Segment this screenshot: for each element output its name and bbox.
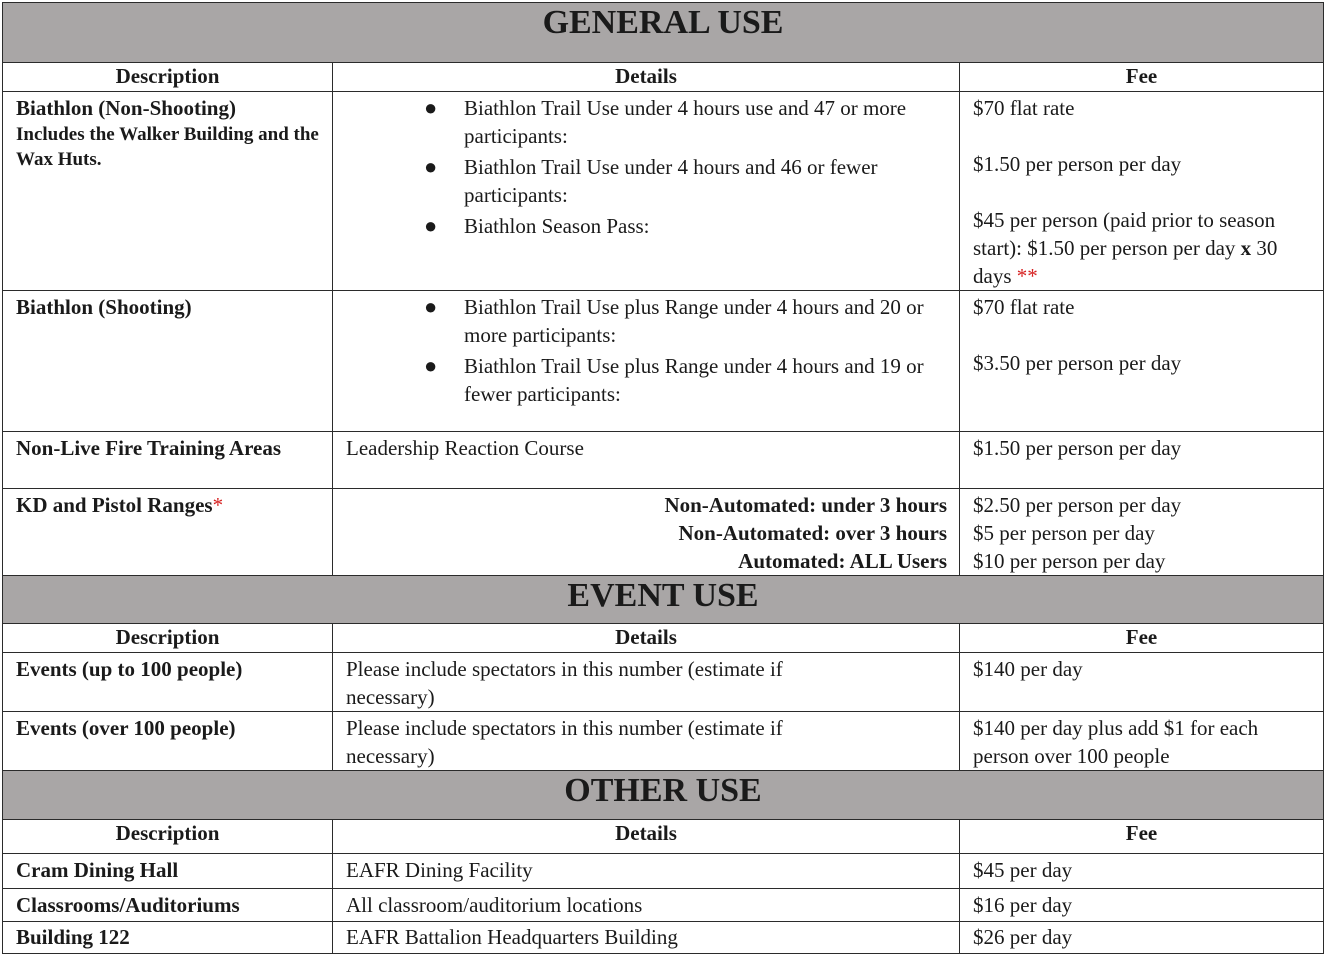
details-list <box>333 293 959 408</box>
table-row <box>3 922 1324 954</box>
row-fee <box>960 92 1324 291</box>
row-description: Non-Live Fire Training Areas <box>3 432 333 489</box>
row-description <box>3 291 333 432</box>
table-row <box>3 653 1324 712</box>
header-fee: Fee <box>960 63 1324 92</box>
row-fee: $1.50 per person per day <box>960 432 1324 489</box>
footnote-mark: ** <box>1016 264 1038 288</box>
header-details: Details <box>333 63 960 92</box>
table-row <box>3 854 1324 889</box>
row-description <box>3 92 333 291</box>
list-item: ● Biathlon Trail Use plus Range under 4 hours and 19 or fewer participants: <box>424 353 924 406</box>
table-row <box>3 291 1324 432</box>
list-item: ● Biathlon Trail Use under 4 hours and 46 or fewer participants: <box>424 154 878 207</box>
row-fee <box>960 489 1324 576</box>
fee-line: $10 per person per day <box>973 549 1166 573</box>
row-description <box>3 489 333 576</box>
table-row <box>3 889 1324 922</box>
detail-line: Automated: ALL Users <box>738 549 947 573</box>
footnote-mark: * <box>212 493 224 517</box>
row-details: All classroom/auditorium locations <box>333 889 960 922</box>
fee-line: $5 per person per day <box>973 521 1155 545</box>
row-description: Cram Dining Hall <box>3 854 333 889</box>
row-description: Events (over 100 people) <box>3 712 333 771</box>
section-title-event: EVENT USE <box>3 576 1324 624</box>
table-row <box>3 489 1324 576</box>
table-row <box>3 92 1324 291</box>
table-row <box>3 432 1324 489</box>
detail-line: Non-Automated: under 3 hours <box>664 493 947 517</box>
section-title-general: GENERAL USE <box>3 3 1324 63</box>
row-fee: $45 per day <box>960 854 1324 889</box>
fee-table <box>2 2 1324 954</box>
bullet-icon: ● <box>424 353 438 378</box>
fee-line: $1.50 per person per day <box>973 152 1182 176</box>
bullet-icon: ● <box>424 294 438 319</box>
desc-subtitle: Includes the Walker Building and the Wax Huts. <box>16 124 319 170</box>
desc-title: Biathlon (Non-Shooting) <box>16 96 236 120</box>
header-fee: Fee <box>960 820 1324 854</box>
header-details: Details <box>333 624 960 653</box>
detail-line: Non-Automated: over 3 hours <box>678 521 947 545</box>
row-description: Building 122 <box>3 922 333 954</box>
row-description: Events (up to 100 people) <box>3 653 333 712</box>
section-title-other: OTHER USE <box>3 771 1324 820</box>
header-fee: Fee <box>960 624 1324 653</box>
bullet-icon: ● <box>424 95 438 120</box>
row-details: Leadership Reaction Course <box>333 432 960 489</box>
table-row <box>3 712 1324 771</box>
header-description: Description <box>3 63 333 92</box>
list-item: ● Biathlon Trail Use under 4 hours use and 47 or more participants: <box>424 95 907 148</box>
fee-schedule <box>2 2 1323 954</box>
header-description: Description <box>3 820 333 854</box>
desc-title: KD and Pistol Ranges <box>16 493 213 517</box>
fee-line: $3.50 per person per day <box>973 351 1182 375</box>
row-fee: $16 per day <box>960 889 1324 922</box>
details-list <box>333 94 959 240</box>
list-item: ● Biathlon Season Pass: <box>424 213 650 238</box>
desc-title: Biathlon (Shooting) <box>16 295 192 319</box>
row-fee: $140 per day plus add $1 for each person over 100 people <box>960 712 1324 771</box>
bullet-icon: ● <box>424 154 438 179</box>
row-details: Please include spectators in this number (estimate if necessary) <box>333 712 960 771</box>
row-fee: $140 per day <box>960 653 1324 712</box>
row-details: Please include spectators in this number (estimate if necessary) <box>333 653 960 712</box>
row-details <box>333 489 960 576</box>
header-description: Description <box>3 624 333 653</box>
bullet-icon: ● <box>424 213 438 238</box>
fee-line: $70 flat rate <box>973 96 1075 120</box>
row-details: EAFR Dining Facility <box>333 854 960 889</box>
row-fee: $26 per day <box>960 922 1324 954</box>
fee-line: $2.50 per person per day <box>973 493 1182 517</box>
row-fee <box>960 291 1324 432</box>
fee-line: $70 flat rate <box>973 295 1075 319</box>
header-details: Details <box>333 820 960 854</box>
row-details <box>333 92 960 291</box>
row-description: Classrooms/Auditoriums <box>3 889 333 922</box>
fee-line: $45 per person (paid prior to season start): $1.50 per person per day x 30 days ** <box>973 208 1278 288</box>
list-item: ● Biathlon Trail Use plus Range under 4 hours and 20 or more participants: <box>424 294 924 347</box>
row-details <box>333 291 960 432</box>
row-details: EAFR Battalion Headquarters Building <box>333 922 960 954</box>
